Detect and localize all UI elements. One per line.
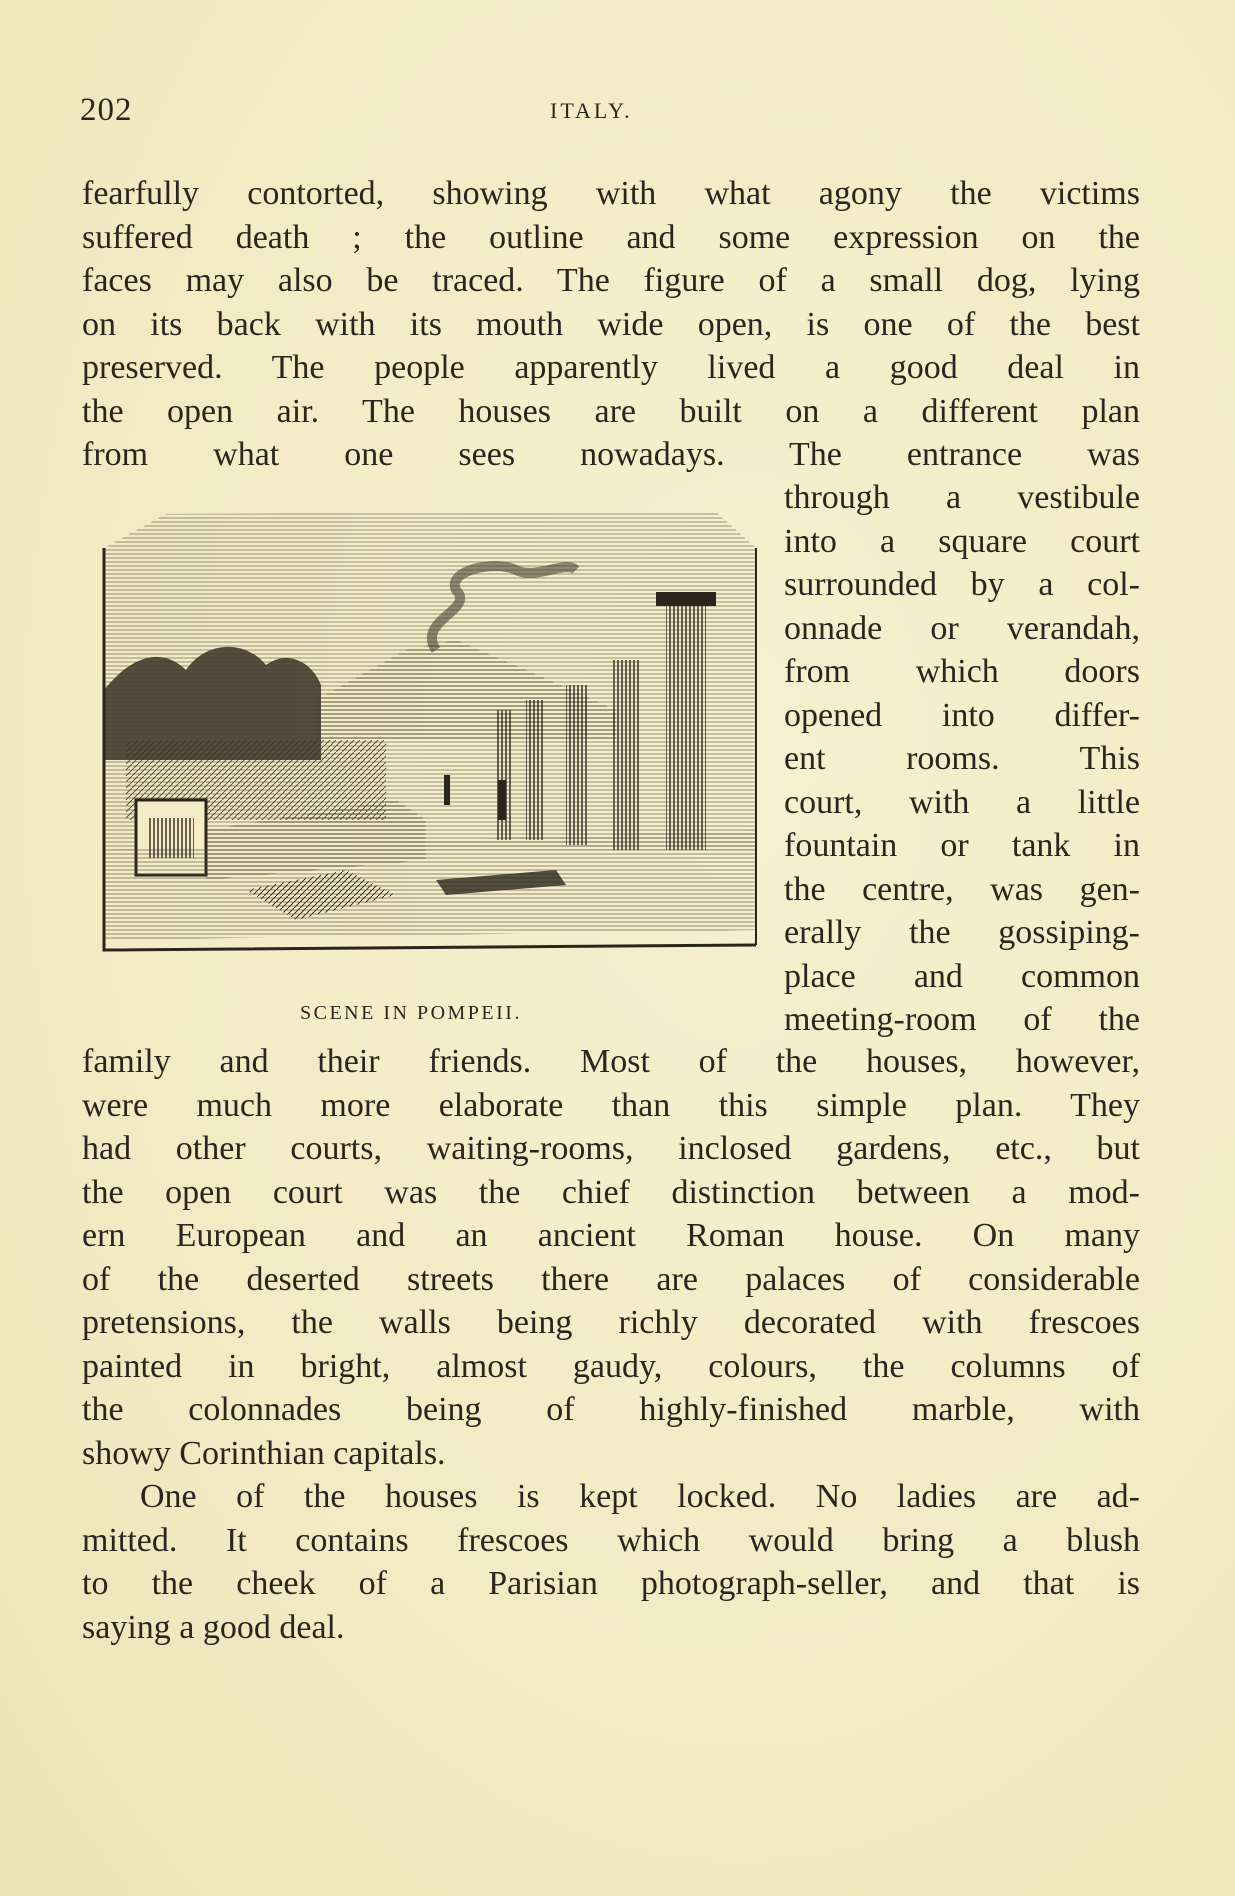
text-line: the colonnades being of highly-finished marble, with [82, 1391, 1140, 1428]
running-title: ITALY. [550, 98, 633, 123]
column-capital [656, 592, 716, 606]
human-figure [498, 780, 506, 820]
text-line: saying a good deal. [82, 1608, 345, 1646]
text-line: were much more elaborate than this simple plan. They [82, 1086, 1140, 1124]
text-line: suffered death ; the outline and some expression on the [82, 218, 1140, 256]
text-line: ent rooms. This [784, 740, 1140, 777]
human-figure [444, 775, 450, 805]
text-line: painted in bright, almost gaudy, colours, the columns of [82, 1347, 1140, 1385]
text-line: One of the houses is kept locked. No ladies are ad- [140, 1478, 1140, 1515]
text-line: family and their friends. Most of the houses, however, [82, 1043, 1140, 1080]
text-line: to the cheek of a Parisian photograph-seller, and that is [82, 1565, 1140, 1602]
text-line: pretensions, the walls being richly decorated with frescoes [82, 1304, 1140, 1341]
text-line: meeting-room of the [784, 1001, 1140, 1038]
text-line: the open court was the chief distinction between a mod- [82, 1173, 1140, 1211]
engraving-illustration [96, 500, 764, 978]
text-line: fountain or tank in [784, 827, 1140, 864]
text-line: preserved. The people apparently lived a good deal in [82, 349, 1140, 386]
text-line: court, with a little [784, 783, 1140, 821]
text-line: ern European and an ancient Roman house. On many [82, 1217, 1140, 1254]
page-header [80, 92, 1140, 132]
column [496, 710, 512, 840]
text-line: onnade or verandah, [784, 609, 1140, 647]
text-line: into a square court [784, 522, 1140, 560]
column [611, 660, 639, 850]
text-line: mitted. It contains frescoes which would bring a blush [82, 1521, 1140, 1559]
text-line: had other courts, waiting-rooms, inclosed gardens, etc., but [82, 1130, 1140, 1167]
continuation-paragraphs [82, 1040, 1140, 1649]
text-line: opened into differ- [784, 696, 1140, 734]
text-line: on its back with its mouth wide open, is one of the best [82, 305, 1140, 343]
text-line: from what one sees nowadays. The entrance was [82, 436, 1140, 473]
column [566, 685, 588, 845]
text-line: of the deserted streets there are palaces of considerable [82, 1260, 1140, 1298]
text-line: the centre, was gen- [784, 870, 1140, 908]
intro-paragraph [82, 172, 1140, 477]
text-line: faces may also be traced. The figure of a small dog, lying [82, 262, 1140, 299]
text-line: through a vestibule [784, 479, 1140, 516]
column [666, 600, 706, 850]
text-line: from which doors [784, 653, 1140, 690]
text-line: fearfully contorted, showing with what agony the victims [82, 175, 1140, 212]
text-line: erally the gossiping- [784, 914, 1140, 951]
pompeii-engraving [96, 500, 764, 978]
wrapped-text-column [784, 476, 1140, 1042]
text-line: the open air. The houses are built on a different plan [82, 392, 1140, 430]
page-number: 202 [80, 92, 133, 128]
column [526, 700, 544, 840]
text-line: surrounded by a col- [784, 566, 1140, 603]
text-line: place and common [784, 957, 1140, 995]
figure-caption: SCENE IN POMPEII. [300, 1002, 522, 1024]
text-line: showy Corinthian capitals. [82, 1434, 446, 1472]
